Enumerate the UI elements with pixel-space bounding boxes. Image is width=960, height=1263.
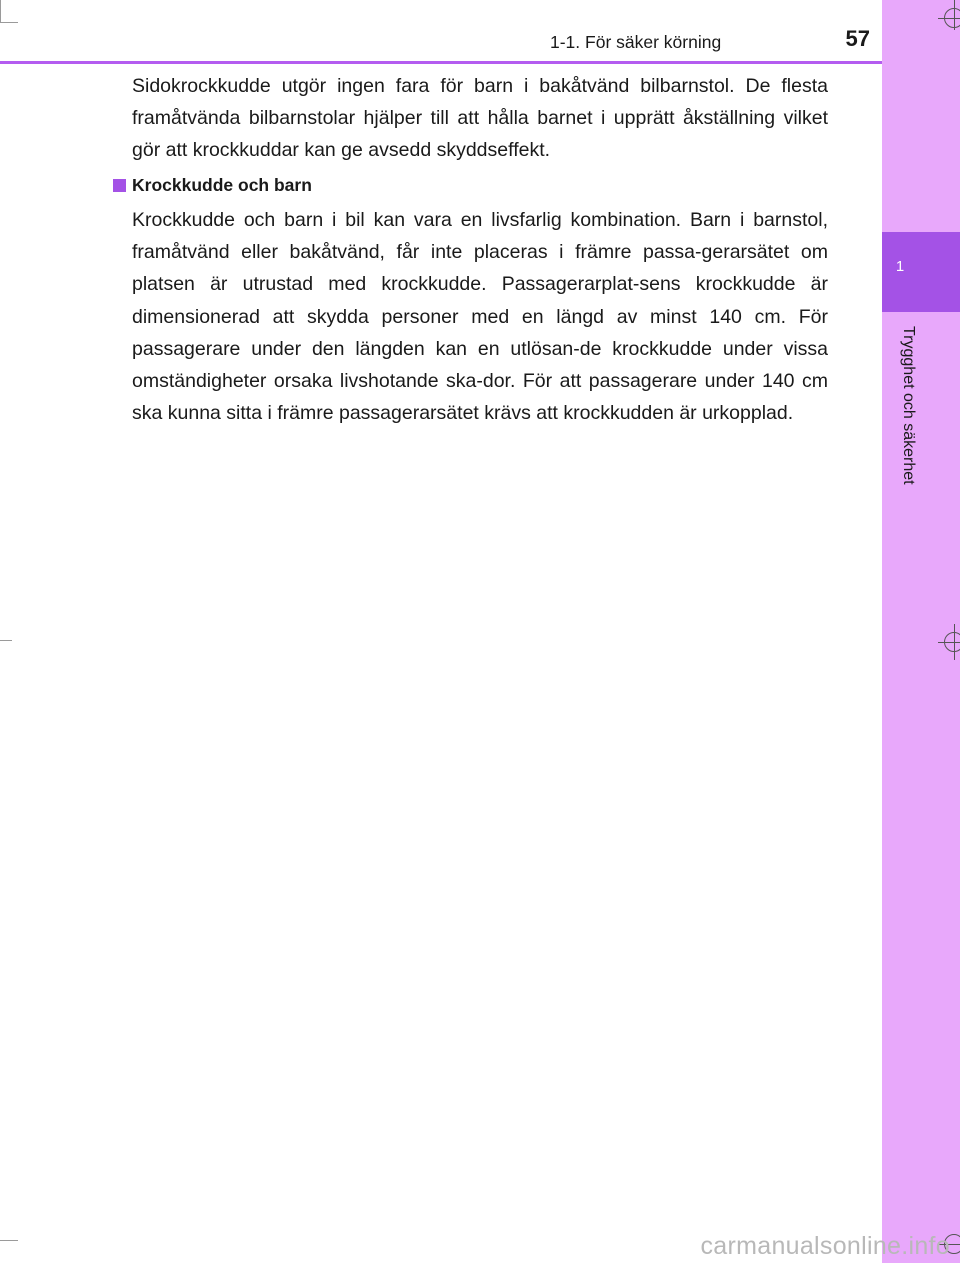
paragraph-airbag-children: Krockkudde och barn i bil kan vara en livsfarlig kombination. Barn i barnstol, framåtvänd eller bakåtvänd, får inte placeras i främre passa-gerarsätet om platsen är utrustad med krockkudde. Passagerarplat-sens krockkudde är dimensionerad att skydda personer med en längd av minst 140 cm. För passagerare under den längden kan en utlösan-de krockkudde under vissa omständigheter orsaka livshotande ska-dor. För att passagerare under 140 cm ska kunna sitta i främre passagerarsätet krävs att krockkudden är urkopplad. xyxy=(132,209,828,425)
crop-mark-left-mid xyxy=(0,640,12,641)
crop-mark-top-left xyxy=(0,0,1,22)
subheading xyxy=(113,175,312,196)
square-bullet-icon xyxy=(113,179,126,192)
crop-mark-bottom-left xyxy=(0,1240,18,1241)
registration-mark-middle-v xyxy=(954,624,955,660)
page-number: 57 xyxy=(845,26,870,51)
header-rule xyxy=(0,61,882,64)
registration-mark-top-v xyxy=(954,0,955,30)
watermark: carmanualsonline.info xyxy=(700,1232,950,1260)
chapter-number: 1 xyxy=(895,258,905,275)
chapter-label: Trygghet och säkerhet xyxy=(900,326,917,485)
registration-mark-top-h xyxy=(938,18,960,19)
subheading-text: Krockkudde och barn xyxy=(132,175,312,195)
crop-mark-top-left-h xyxy=(0,22,18,23)
paragraph-side-airbag: Sidokrockkudde utgör ingen fara för barn i bakåtvänd bilbarnstol. De flesta framåtvända bilbarnstolar hjälper till att hålla barnet i upprätt åkställning vilket gör att krockkuddar kan ge avsedd skyddseffekt. xyxy=(132,75,828,162)
side-tab-strip xyxy=(882,0,960,1263)
section-title: 1-1. För säker körning xyxy=(550,32,722,52)
registration-mark-middle-h xyxy=(938,642,960,643)
